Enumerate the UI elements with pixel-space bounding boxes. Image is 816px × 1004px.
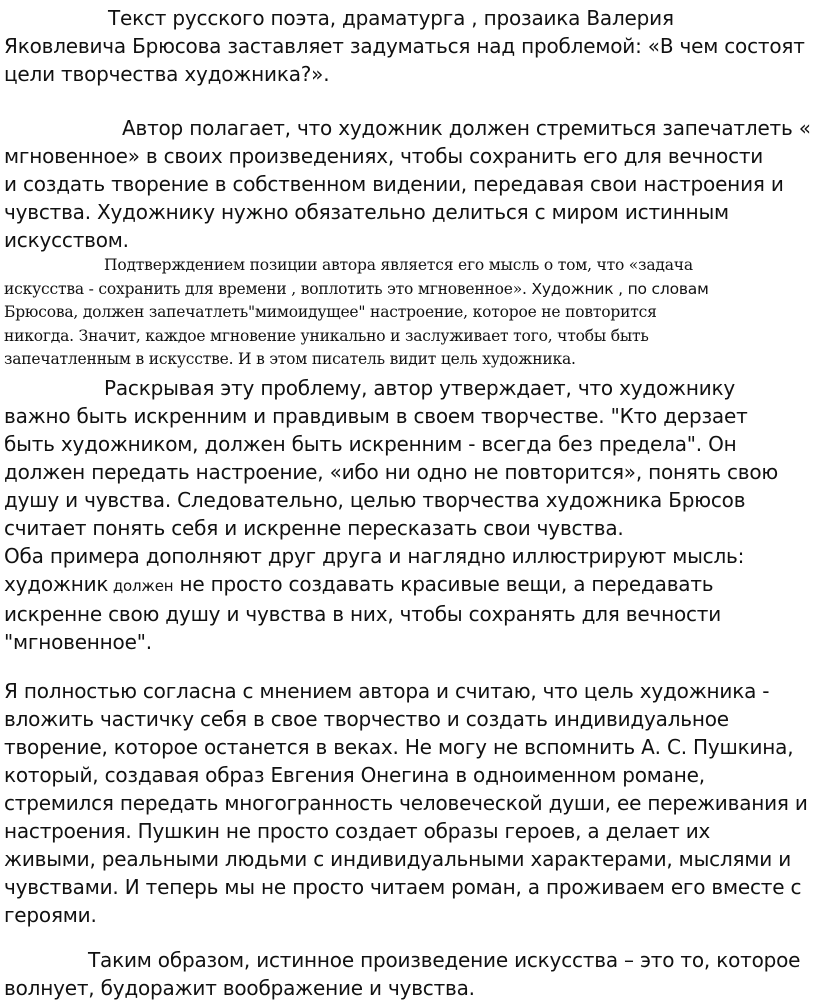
paragraph-revealing (4, 374, 814, 656)
text-fragment: Художник , по словам (526, 279, 709, 298)
text-line: Раскрывая эту проблему, автор утверждает, что художнику (104, 376, 736, 400)
text-fragment: художник (4, 572, 109, 596)
text-line: героями. (4, 903, 97, 927)
text-line: никогда. Значит, каждое мгновение уникально и заслуживает того, чтобы быть (4, 326, 649, 345)
text-line: Яковлевича Брюсова заставляет задуматься над проблемой: «В чем состоят (4, 34, 805, 58)
text-line: творение, которое останется в веках. Не могу не вспомнить А. С. Пушкина, (4, 735, 794, 759)
text-line: Таким образом, истинное произведение искусства – это то, которое (88, 948, 801, 972)
text-line: душу и чувства. Следовательно, целью творчества художника Брюсов (4, 488, 746, 512)
paragraph-intro (4, 4, 814, 88)
paragraph-author-position (4, 114, 814, 254)
text-line: "мгновенное". (4, 630, 152, 654)
text-fragment: искусства - сохранить для времени , воплотить это мгновенное». (4, 279, 527, 298)
text-line (4, 278, 814, 302)
text-line: быть художником, должен быть искренним - всегда без предела". Он (4, 432, 737, 456)
paragraph-conclusion (4, 946, 814, 1002)
text-line: живыми, реальными людьми с индивидуальными характерами, мыслями и (4, 847, 792, 871)
text-line: Подтверждением позиции автора является его мысль о том, что «задача (104, 256, 693, 274)
text-line: Оба примера дополняют друг друга и наглядно иллюстрируют мысль: (4, 544, 745, 568)
text-line: волнует, будоражит воображение и чувства. (4, 976, 475, 1000)
text-line: настроения. Пушкин не просто создает образы героев, а делает их (4, 819, 711, 843)
text-line (4, 570, 814, 600)
text-fragment: не просто создавать красивые вещи, а передавать (173, 572, 714, 596)
text-line: стремился передать многогранность человеческой души, ее переживания и (4, 791, 808, 815)
paragraph-confirmation (4, 254, 814, 372)
text-line: запечатленным в искусстве. И в этом писатель видит цель художника. (4, 350, 576, 369)
text-line: который, создавая образ Евгения Онегина в одноименном романе, (4, 763, 705, 787)
text-line: искренне свою душу и чувства в них, чтобы сохранять для вечности (4, 602, 722, 626)
text-line: вложить частичку себя в свое творчество и создать индивидуальное (4, 707, 729, 731)
text-line: Текст русского поэта, драматурга , прозаика Валерия (108, 6, 674, 30)
text-line: Автор полагает, что художник должен стремиться запечатлеть « (122, 116, 811, 140)
paragraph-opinion (4, 677, 814, 929)
text-line: чувства. Художнику нужно обязательно делиться с миром истинным (4, 200, 729, 224)
text-line: важно быть искренним и правдивым в своем творчестве. "Кто дерзает (4, 404, 748, 428)
text-line: мгновенное» в своих произведениях, чтобы сохранить его для вечности (4, 144, 764, 168)
text-fragment: должен (108, 577, 174, 595)
text-line: Я полностью согласна с мнением автора и считаю, что цель художника - (4, 679, 770, 703)
text-line: чувствами. И теперь мы не просто читаем роман, а проживаем его вместе с (4, 875, 802, 899)
text-line: должен передать настроение, «ибо ни одно не повторится», понять свою (4, 460, 779, 484)
text-line: Брюсова, должен запечатлеть"мимоидущее" настроение, которое не повторится (4, 303, 657, 322)
text-line: цели творчества художника?». (4, 62, 330, 86)
text-line: искусством. (4, 228, 129, 252)
text-line: и создать творение в собственном видении, передавая свои настроения и (4, 172, 784, 196)
text-line: считает понять себя и искренне пересказать свои чувства. (4, 516, 624, 540)
